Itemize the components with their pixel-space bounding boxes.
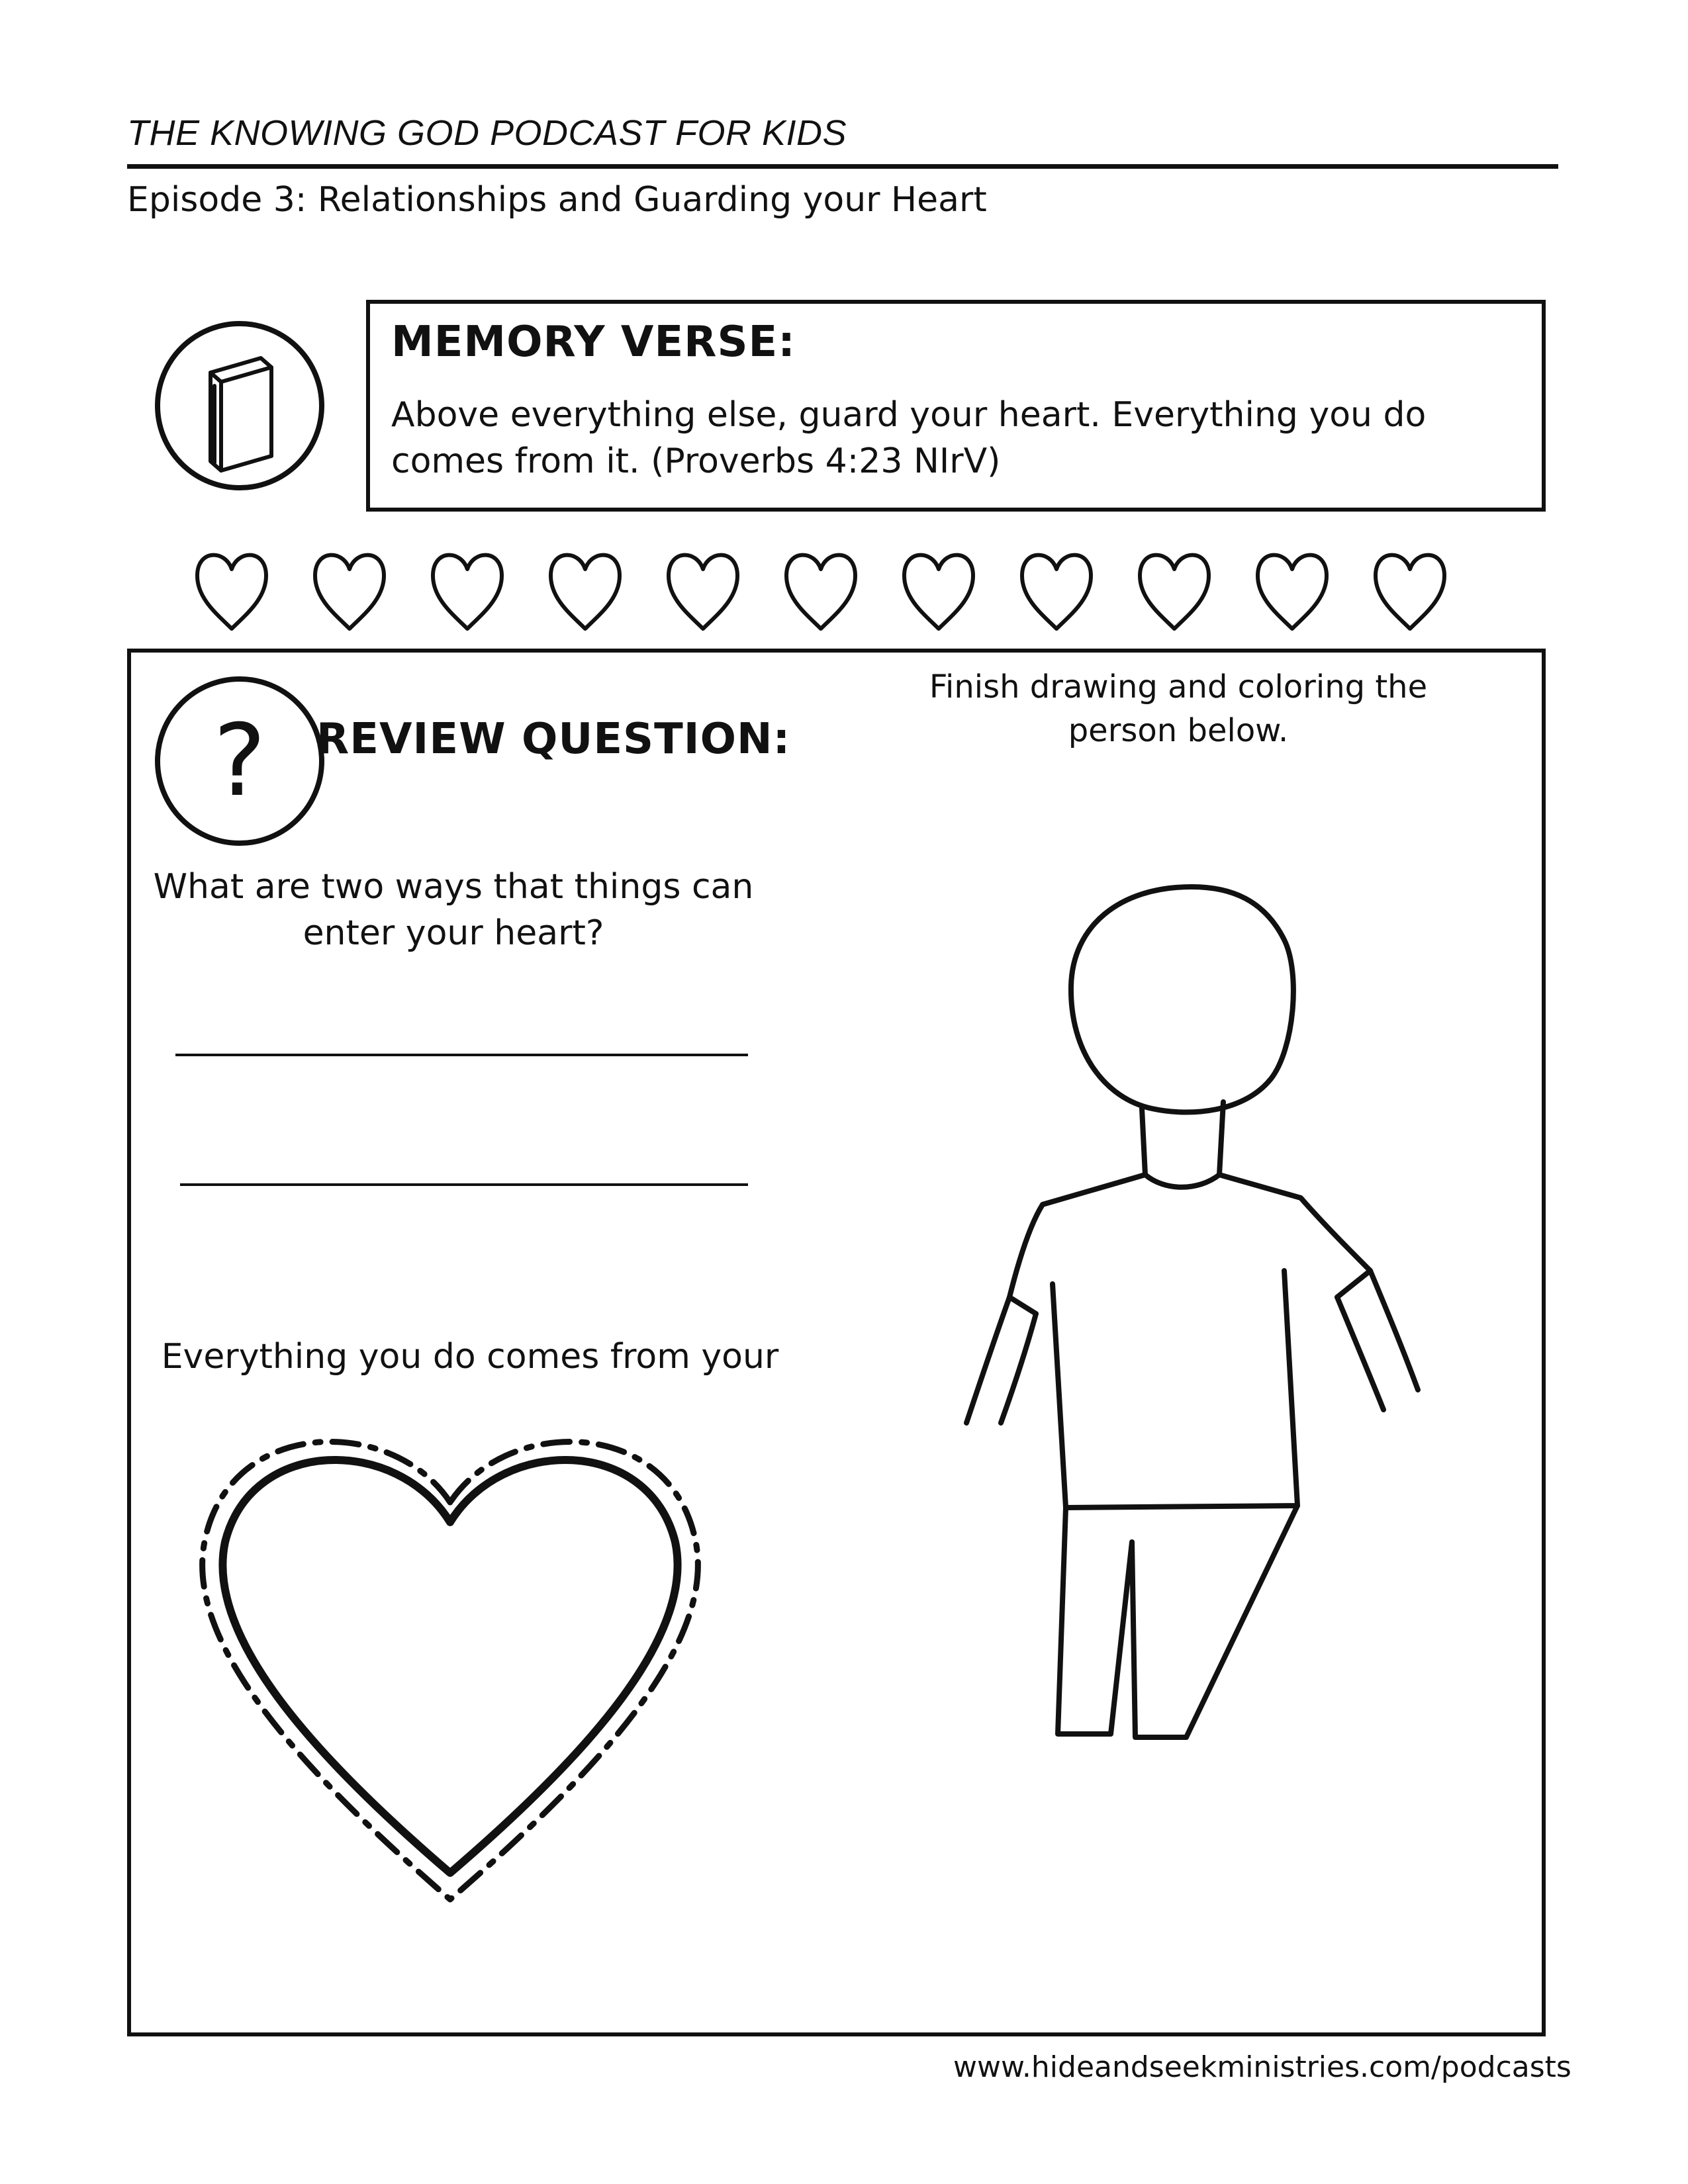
heart-outline-icon[interactable] bbox=[1376, 555, 1444, 629]
answer-line[interactable] bbox=[180, 1183, 748, 1186]
heart-outline-icon[interactable] bbox=[1022, 555, 1091, 629]
heart-outline-icon[interactable] bbox=[669, 555, 737, 629]
drawing-instructions: Finish drawing and coloring the person below. bbox=[929, 668, 1428, 749]
footer-url[interactable]: www.hideandseekministries.com/podcasts bbox=[953, 2050, 1571, 2084]
series-title: THE KNOWING GOD PODCAST FOR KIDS bbox=[127, 113, 847, 153]
book-icon bbox=[155, 321, 324, 490]
answer-line[interactable] bbox=[175, 1054, 748, 1056]
header-rule bbox=[127, 164, 1558, 169]
hearts-row bbox=[192, 543, 1489, 635]
review-question-heading: REVIEW QUESTION: bbox=[316, 715, 791, 764]
heart-outline-icon[interactable] bbox=[551, 555, 620, 629]
heart-outline-icon[interactable] bbox=[197, 555, 266, 629]
heart-outline-icon[interactable] bbox=[433, 555, 502, 629]
memory-verse-text: Above everything else, guard your heart. Everything you do comes from it. (Proverbs 4:23 NIrV) bbox=[391, 395, 1427, 481]
big-heart-icon[interactable] bbox=[179, 1410, 722, 1913]
heart-outline-icon[interactable] bbox=[315, 555, 384, 629]
person-outline-figure[interactable] bbox=[914, 874, 1463, 1933]
heart-outline-icon[interactable] bbox=[1140, 555, 1209, 629]
review-question-text: What are two ways that things can enter your heart? bbox=[153, 867, 754, 953]
heart-outline-icon[interactable] bbox=[1258, 555, 1327, 629]
heart-outline-icon[interactable] bbox=[904, 555, 973, 629]
question-mark-icon bbox=[155, 676, 324, 846]
heart-outline-icon[interactable] bbox=[786, 555, 855, 629]
question-mark-glyph: ? bbox=[213, 704, 266, 819]
episode-title: Episode 3: Relationships and Guarding your Heart bbox=[127, 180, 987, 220]
fill-in-prompt: Everything you do comes from your bbox=[161, 1337, 779, 1377]
memory-verse-heading: MEMORY VERSE: bbox=[391, 318, 796, 367]
